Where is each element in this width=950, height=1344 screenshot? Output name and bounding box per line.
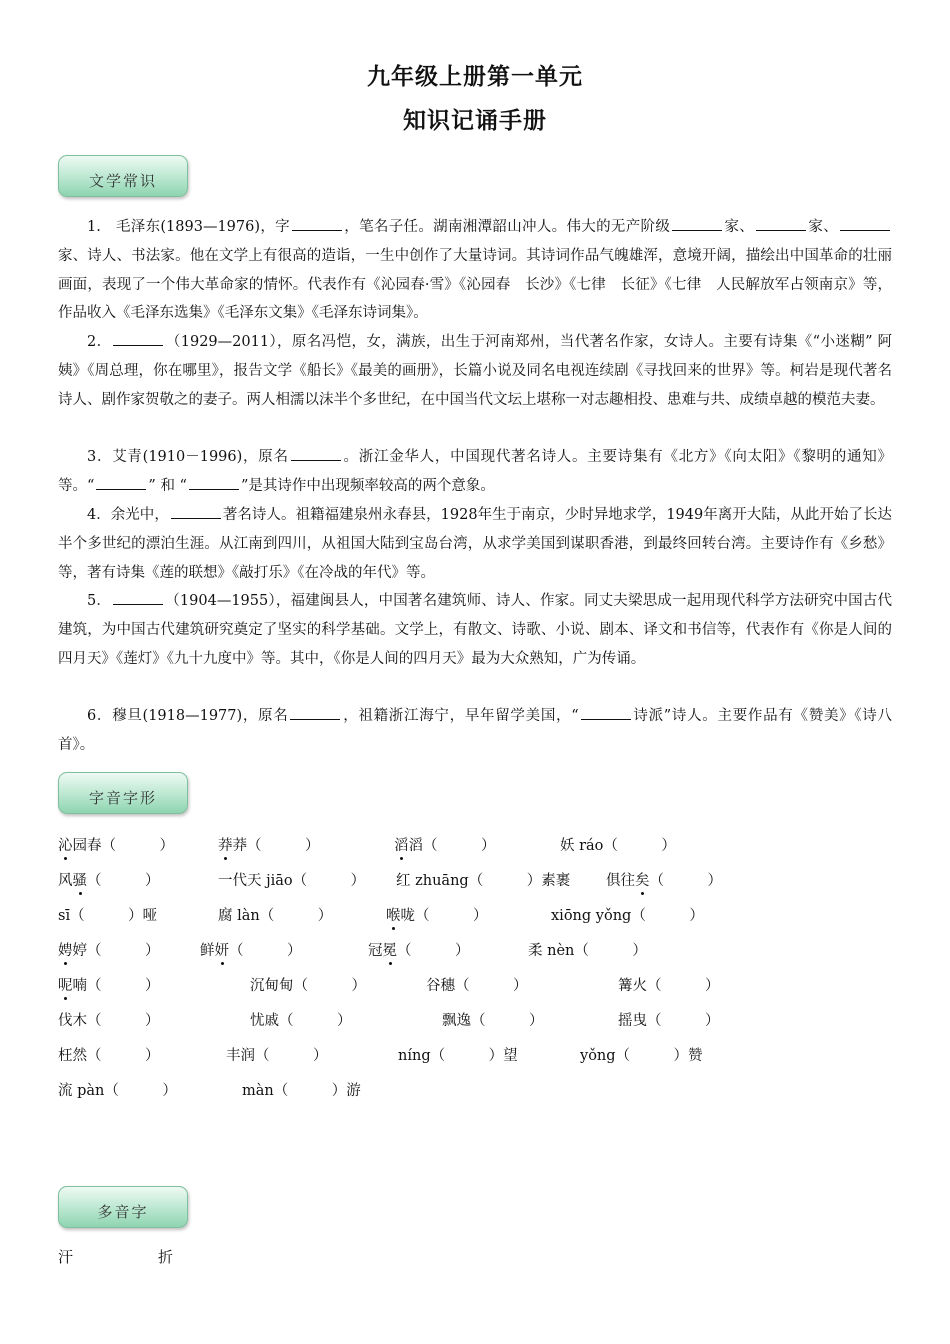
polyphone-item: 折 [158, 1248, 174, 1266]
fill-blank[interactable] [291, 446, 341, 461]
item-text: 摇曳（ ） [618, 1013, 720, 1029]
item-text: 妖 ráo（ ） [560, 838, 676, 854]
fill-blank[interactable] [292, 216, 342, 231]
pronunciation-row [58, 869, 898, 904]
pronunciation-item[interactable] [58, 1009, 160, 1030]
polyphone-item: 汗 [58, 1248, 74, 1266]
paragraph-2: 2． （1929—2011），原名冯恺，女，满族，出生于河南郑州，当代著名作家，女诗人。主要有诗集《“小迷糊” 阿姨》《周总理，你在哪里》，报告文学《船长》《最美的画册》，长篇小说及同名电视连续剧《寻找回来的世界》等。柯岩是现代著名诗人、剧作家贺敬之的妻子。两人相濡以沫半个多世纪，在中国当代文坛上堪称一对志趣相投、患难与共、成绩卓越的模范夫妻。 [58, 328, 892, 414]
pronunciation-item[interactable] [398, 1044, 518, 1065]
pronunciation-item[interactable] [218, 869, 365, 890]
fill-blank[interactable] [290, 705, 340, 720]
pronunciation-item[interactable] [560, 834, 676, 855]
item-text: 滔（ ） [408, 838, 496, 854]
pronunciation-item[interactable] [442, 1009, 544, 1030]
item-text: 伐木（ ） [58, 1013, 160, 1029]
item-text: 红 zhuāng（ ）素裹 [396, 873, 571, 889]
paragraph-6: 6．穆旦(1918—1977)，原名 ，祖籍浙江海宁，早年留学美国，“ 诗派”诗人。主要作品有《赞美》《诗八首》。 [58, 702, 892, 760]
item-text: sī（ ）哑 [58, 908, 158, 924]
item-text: 婷（ ） [72, 943, 160, 959]
section-label-literature: 文学常识 [58, 155, 188, 197]
pronunciation-item[interactable] [58, 939, 160, 960]
pronunciation-item[interactable] [426, 974, 528, 995]
item-text: 一代天 jiāo（ ） [218, 873, 366, 889]
page-subtitle: 知识记诵手册 [403, 107, 547, 134]
emphasis-char: 妍 [214, 943, 229, 959]
pronunciation-item[interactable] [58, 904, 157, 925]
item-text: 鲜 [200, 943, 215, 959]
item-text: （ ） [649, 873, 722, 889]
item-text: 咙（ ） [400, 908, 488, 924]
item-text: 柔 nèn（ ） [528, 943, 647, 959]
pronunciation-item[interactable] [242, 1079, 361, 1100]
emphasis-char: 莽 [218, 838, 233, 854]
pronunciation-item[interactable] [528, 939, 647, 960]
pronunciation-item[interactable] [58, 869, 160, 890]
pronunciation-item[interactable] [58, 1044, 160, 1065]
item-text: 丰润（ ） [226, 1048, 328, 1064]
pronunciation-row [58, 1009, 898, 1044]
pronunciation-row [58, 1079, 898, 1114]
pronunciation-item[interactable] [250, 974, 366, 995]
item-text: 流 pàn（ ） [58, 1083, 177, 1099]
item-text: xiōng yǒng（ ） [551, 908, 704, 924]
item-text: 腐 làn（ ） [218, 908, 333, 924]
fill-blank[interactable] [189, 475, 239, 490]
pronunciation-item[interactable] [218, 904, 332, 925]
paragraph-5: 5． （1904—1955），福建闽县人，中国著名建筑师、诗人、作家。同丈夫梁思成一起用现代科学方法研究中国古代建筑，为中国古代建筑研究奠定了坚实的科学基础。文学上，有散文、诗歌、小说、剧本、译文和书信等，代表作有《你是人间的四月天》《莲灯》《九十九度中》等。其中，《你是人间的四月天》最为大众熟知，广为传诵。 [58, 587, 892, 673]
item-text: màn（ ）游 [242, 1083, 361, 1099]
pronunciation-item[interactable] [200, 939, 302, 960]
pronunciation-item[interactable] [58, 974, 160, 995]
pronunciation-row [58, 1044, 898, 1079]
item-text: 枉然（ ） [58, 1048, 160, 1064]
pronunciation-item[interactable] [551, 904, 704, 925]
pronunciation-item[interactable] [218, 834, 320, 855]
pronunciation-item[interactable] [618, 1009, 720, 1030]
emphasis-char: 娉 [58, 943, 73, 959]
fill-blank[interactable] [96, 475, 146, 490]
item-text: 飘逸（ ） [442, 1013, 544, 1029]
emphasis-char: 沁 [58, 838, 73, 854]
item-text: 谷穗（ ） [426, 978, 528, 994]
item-text: 篝火（ ） [618, 978, 720, 994]
item-text: yǒng（ ）赞 [580, 1048, 703, 1064]
fill-blank[interactable] [581, 705, 631, 720]
fill-blank[interactable] [113, 590, 163, 605]
paragraph-4: 4．余光中， 著名诗人。祖籍福建泉州永春县，1928年生于南京，少时异地求学，1949年离开大陆，从此开始了长达半个多世纪的漂泊生涯。从江南到四川，从祖国大陆到宝岛台湾，从求学美国到谋职香港，到最终回转台湾。主要诗作有《乡愁》等，著有诗集《莲的联想》《敲打乐》《在冷战的年代》等。 [58, 501, 892, 587]
fill-blank[interactable] [113, 331, 163, 346]
pronunciation-row [58, 904, 898, 939]
item-text: 风 [58, 873, 73, 889]
pronunciation-item[interactable] [618, 974, 720, 995]
pronunciation-grid [58, 834, 898, 1114]
fill-blank[interactable] [840, 216, 890, 231]
item-text: 沉甸甸（ ） [250, 978, 366, 994]
item-text: 俱往 [606, 873, 635, 889]
emphasis-char: 滔 [394, 838, 409, 854]
pronunciation-item[interactable] [368, 939, 470, 960]
emphasis-char: 矣 [635, 873, 650, 889]
page-title: 九年级上册第一单元 [367, 63, 583, 90]
pronunciation-item[interactable] [606, 869, 722, 890]
fill-blank[interactable] [756, 216, 806, 231]
emphasis-char: 呢 [58, 978, 73, 994]
item-text: 冠 [368, 943, 383, 959]
emphasis-char: 冕 [382, 943, 397, 959]
emphasis-char: 骚 [72, 873, 87, 889]
item-text: 喃（ ） [72, 978, 160, 994]
paragraph-3: 3．艾青(1910－1996)，原名 。浙江金华人，中国现代著名诗人。主要诗集有《北方》《向太阳》《黎明的通知》 等。“ ” 和 “ ”是其诗作中出现频率较高的两个意象。 [58, 443, 892, 501]
pronunciation-item[interactable] [396, 869, 570, 890]
fill-blank[interactable] [672, 216, 722, 231]
section-label-polyphone: 多音字 [58, 1186, 188, 1228]
item-text: 园春（ ） [72, 838, 174, 854]
pronunciation-row [58, 834, 898, 869]
item-text: （ ） [229, 943, 302, 959]
item-text: 忧戚（ ） [250, 1013, 352, 1029]
section-label-pronunciation: 字音字形 [58, 772, 188, 814]
fill-blank[interactable] [171, 504, 221, 519]
paragraph-1: 1. 毛泽东(1893—1976)，字 ，笔名子任。湖南湘潭韶山冲人。伟大的无产阶级 家、 家、家、诗人、书法家。他在文学上有很高的造诣，一生中创作了大量诗词。其诗词作品气魄雄浑，意境开阔，描绘出中国革命的壮丽画面，表现了一个伟大革命家的情怀。代表作有《沁园春·雪》《沁园春 长沙》《七律 长征》《七律 人民解放军占领南京》等，作品收入《毛泽东选集》《毛泽东文集》《毛泽东诗词集》。 [58, 213, 892, 328]
pronunciation-item[interactable] [250, 1009, 352, 1030]
item-text: （ ） [87, 873, 160, 889]
pronunciation-item[interactable] [386, 904, 488, 925]
pronunciation-item[interactable] [58, 834, 174, 855]
pronunciation-item[interactable] [226, 1044, 328, 1065]
item-text: （ ） [397, 943, 470, 959]
pronunciation-row [58, 939, 898, 974]
pronunciation-row [58, 974, 898, 1009]
item-text: 莽（ ） [232, 838, 320, 854]
pronunciation-item[interactable] [58, 1079, 177, 1100]
item-text: níng（ ）望 [398, 1048, 518, 1064]
pronunciation-item[interactable] [580, 1044, 703, 1065]
emphasis-char: 喉 [386, 908, 401, 924]
pronunciation-item[interactable] [394, 834, 496, 855]
